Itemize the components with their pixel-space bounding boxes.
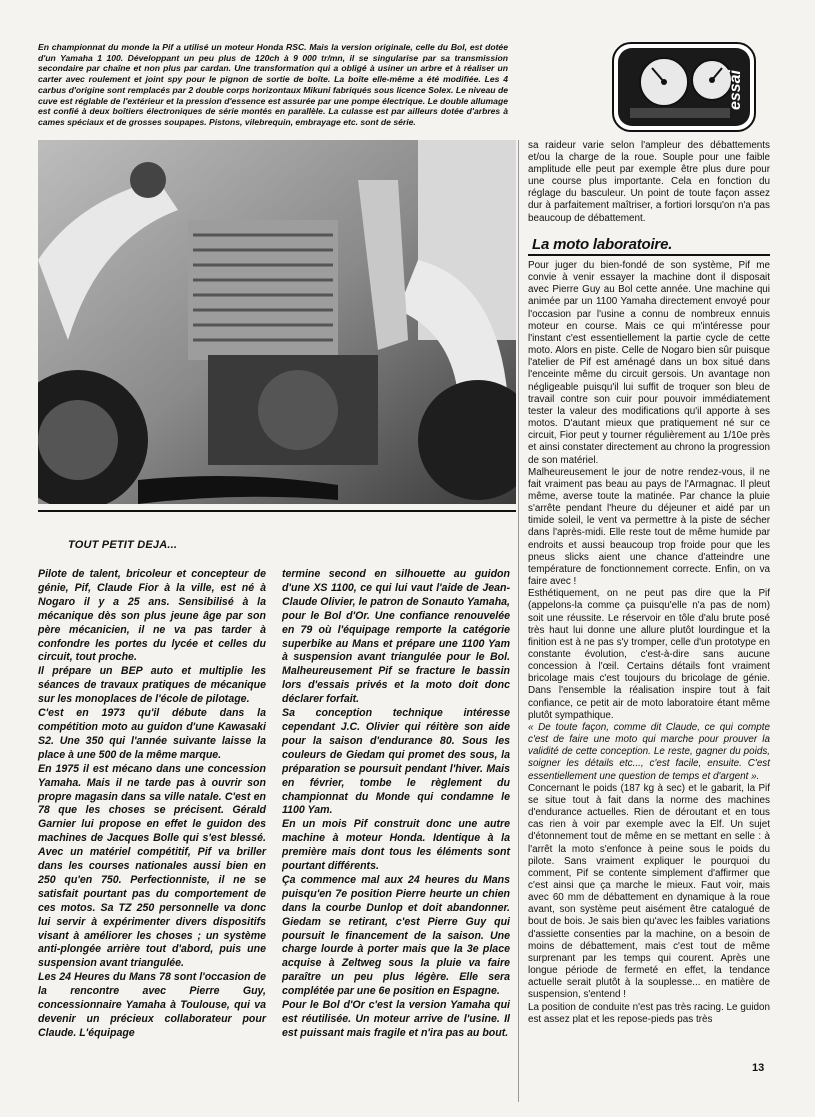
sidebar-heading: TOUT PETIT DEJA...	[68, 539, 178, 551]
section-divider	[38, 510, 516, 512]
article-column	[528, 260, 770, 1026]
paragraph: termine second en silhouette au guidon d'une XS 1100, ce qui lui vaut l'aide de Jean-Claude Olivier, le patron de Sonauto Yamaha, pour le Bol d'Or. Une confiance renouvelée en 79 où l'équipage remporte la catégorie superbike au Mans et prépare une 1100 Yam à suspension avant triangulée pour le Bol. Malheureusement Pif se fracture le bassin lors d'essais privés et la moto doit donc déclarer forfait.	[282, 568, 510, 706]
paragraph: Sa conception technique intéresse cependant J.C. Olivier qui réitère son aide pour la saison d'endurance 80. Sous les couleurs de Giedam qui promet des sous, la préparation se poursuit pendant l'hiver. Mais en février, tombe le règlement du championnat du Monde qui condamne le 1100 Yam.	[282, 707, 510, 817]
paragraph: Les 24 Heures du Mans 78 sont l'occasion de la rencontre avec Pierre Guy, concessionnaire Yamaha à Toulouse, qui va devenir un précieux collaborateur pour Claude. L'équipage	[38, 971, 266, 1039]
paragraph: En un mois Pif construit donc une autre machine à moteur Honda. Identique à la première mais dont tous les éléments sont pourtant différents.	[282, 818, 510, 873]
biography-column-1	[38, 568, 266, 1041]
paragraph: Ça commence mal aux 24 heures du Mans puisqu'en 7e position Pierre heurte un chien dans la courbe Dunlop et doit abandonner. Giedam se retirant, c'est Pierre Guy qui poursuit le financement de la saison. Une charge lourde à porter mais que la 3e place acquise à Zeltweg sous la pluie va faire paraître un peu plus légère. Elle sera complétée par une 6e position en Espagne.	[282, 873, 510, 998]
motorcycle-engine-photo	[38, 140, 516, 504]
paragraph: Pour le Bol d'Or c'est la version Yamaha qui est réutilisée. Un moteur arrive de l'usine. Il est puissant mais fragile et n'ira pas au bout.	[282, 999, 510, 1039]
paragraph: En 1975 il est mécano dans une concession Yamaha. Mais il ne tarde pas à ouvrir son propre magasin dans sa ville natale. C'est en 78 que les choses se précisent. Gérald Garnier lui propose en effet le guidon des machines de Jacques Bolle qui s'est blessé. Avec un matériel compétitif, Pif va briller dans les courses nationales aussi bien en 250 qu'en 750. Perfectionniste, il ne se satisfait pourtant pas du comportement de ces motos. Sa TZ 250 personnelle va donc lui servir à expérimenter divers dispositifs visant à améliorer les choses ; un système anti-plongée arrière tout d'abord, puis une suspension avant triangulée.	[38, 762, 266, 970]
photo-caption: En championnat du monde la Pif a utilisé un moteur Honda RSC. Mais la version originale, celle du Bol, est dotée d'un Yamaha 1 100. Développant un peu plus de 120ch à 9 000 tr/mn, il se singularise par sa transmission secondaire par chaîne et non plus par cardan. Une transformation qui a obligé à usiner un arbre et à réaliser un carter avec roulement et joint spy pour le pignon de sortie de boîte. La boîte elle-même a été modifiée. Les 4 carbus d'origine sont remplacés par 2 double corps horizontaux Mikuni fabriqués sous licence Solex. Le niveau de cuve est réglable de l'extérieur et la pression d'essence est assurée par une pompe électrique. Le double allumage est confié à deux boîtiers électroniques de série montés en parallèle. La culasse est par ailleurs dotée d'arbres à cames spéciaux et de grosses soupapes. Pistons, vilebrequin, embrayage etc. sont de série.	[38, 42, 508, 127]
paragraph: Il prépare un BEP auto et multiplie les séances de travaux pratiques de mécanique sur les monoplaces de l'école de pilotage.	[38, 665, 266, 706]
quote-paragraph: « De toute façon, comme dit Claude, ce qui compte c'est de faire une moto qui marche pour prouver la validité de cette conception. Le reste, gagner du poids, soigner les détails etc..., c'est facile, ensuite. C'est essentiellement une question de temps et d'argent ».	[528, 721, 770, 782]
article-continued-text: sa raideur varie selon l'ampleur des débattements et/ou la charge de la roue. Souple pour une faible amplitude elle peut par exemple être plus dure pour une course plus importante. Cela en fonction du réglage du basculeur. Un point de toute façon assez dur à parfaitement maîtriser, a fortiori lorsqu'on n'a pas beaucoup de débattement.	[528, 140, 770, 224]
section-title: La moto laboratoire.	[532, 236, 673, 253]
logo-text: essai	[727, 69, 744, 111]
paragraph: Pilote de talent, bricoleur et concepteur de génie, Pif, Claude Fior à la ville, est né à Nogaro il y a 25 ans. Sensibilisé à la mécanique dès son plus jeune âge par son père mécanicien, il ne va pas tarder à confondre les portes du lycée et celles du circuit, tout proche.	[38, 568, 266, 664]
paragraph: La position de conduite n'est pas très racing. Le guidon est assez plat et les repose-pieds pas très	[528, 1001, 770, 1025]
biography-column-2	[282, 568, 510, 1041]
paragraph: Concernant le poids (187 kg à sec) et le gabarit, la Pif se situe tout à fait dans la norme des machines d'endurance actuelles. Rien de déroutant et en tous cas rien à voir par exemple avec la Elf. Un sujet d'étonnement tout de même en se mettant en selle : à l'arrêt la moto s'enfonce à peine sous le poids du pilote. Sans vraiment expliquer le pourquoi du comment, Pif se contente simplement d'affirmer que c'est ainsi que ça marche le mieux. Faut voir, mais avec 60 mm de débattement en dynamique à la roue avant, son système peut aisément être catalogué de bout de bois. Je sais bien qu'avec les faibles variations d'assiette consenties par la machine, on a besoin de moins de débattement, mais c'est tout de même surprenant par les temps qui courent. Après une longue période de fermeté en effet, la tendance actuelle serait plutôt à la souplesse... en matière de suspension, s'entend !	[528, 782, 770, 1001]
essai-logo	[612, 42, 756, 132]
paragraph: C'est en 1973 qu'il débute dans la compétition moto au guidon d'une Kawasaki S2. Une 350 qui l'année suivante laisse la place à une 500 de la même marque.	[38, 707, 266, 761]
paragraph: Esthétiquement, on ne peut pas dire que la Pif (appelons-la comme ça puisqu'elle n'a pas de nom) soit une réussite. Le réservoir en tôle d'alu brute posé très haut lui donne une allure plutôt lourdingue et la finition est à ne pas s'y tromper, celle d'un prototype en constante évolution, c'est-à-dire sans aucune concession à l'œil. Certains détails font vraiment bricolage mais c'est toujours du bricolage de génie. Dans l'ensemble la réalisation inspire tout à fait confiance, ce petit air de moto laboratoire étant même plutôt sympathique.	[528, 588, 770, 721]
title-underline	[528, 254, 770, 256]
paragraph: Malheureusement le jour de notre rendez-vous, il ne fait vraiment pas beau au pays de l'Armagnac. Il pleut même, averse toute la matinée. Par chance la pluie s'arrête pendant l'heure du déjeuner et aidé par un timide soleil, le vent va permettre à la piste de sécher dans l'après-midi. Elle reste tout de même humide par endroits et aussi beaucoup trop froide pour que les pneus slicks aient une chance d'atteindre une température de fonctionnement correcte. Enfin, on va faire avec !	[528, 466, 770, 588]
column-divider	[518, 140, 519, 1102]
paragraph: Pour juger du bien-fondé de son système, Pif me convie à venir essayer la machine dont il disposait avec Pierre Guy au Bol cette année. Une machine qui animée par un 1100 Yamaha directement envoyé pour l'occasion par l'usine a connu de nombreux ennuis moteur en course. Mais ce qui m'intéresse pour l'instant c'est essentiellement la partie cycle de cette moto. Alors en piste. Celle de Nogaro bien sûr puisque l'atelier de Pif est aménagé dans un box situé dans l'enceinte même du circuit gersois. Un avantage non négligeable puisqu'il lui suffit de troquer son bleu de travail contre son cuir pour pouvoir immédiatement tester la valeur des modifications qu'il apporte à ses motos. D'autant mieux que pratiquement né sur ce circuit, Fior peut y tourner régulièrement au 1/10e près et ainsi constater directement au chrono la progression de son matériel.	[528, 260, 770, 466]
page-number: 13	[752, 1062, 765, 1074]
